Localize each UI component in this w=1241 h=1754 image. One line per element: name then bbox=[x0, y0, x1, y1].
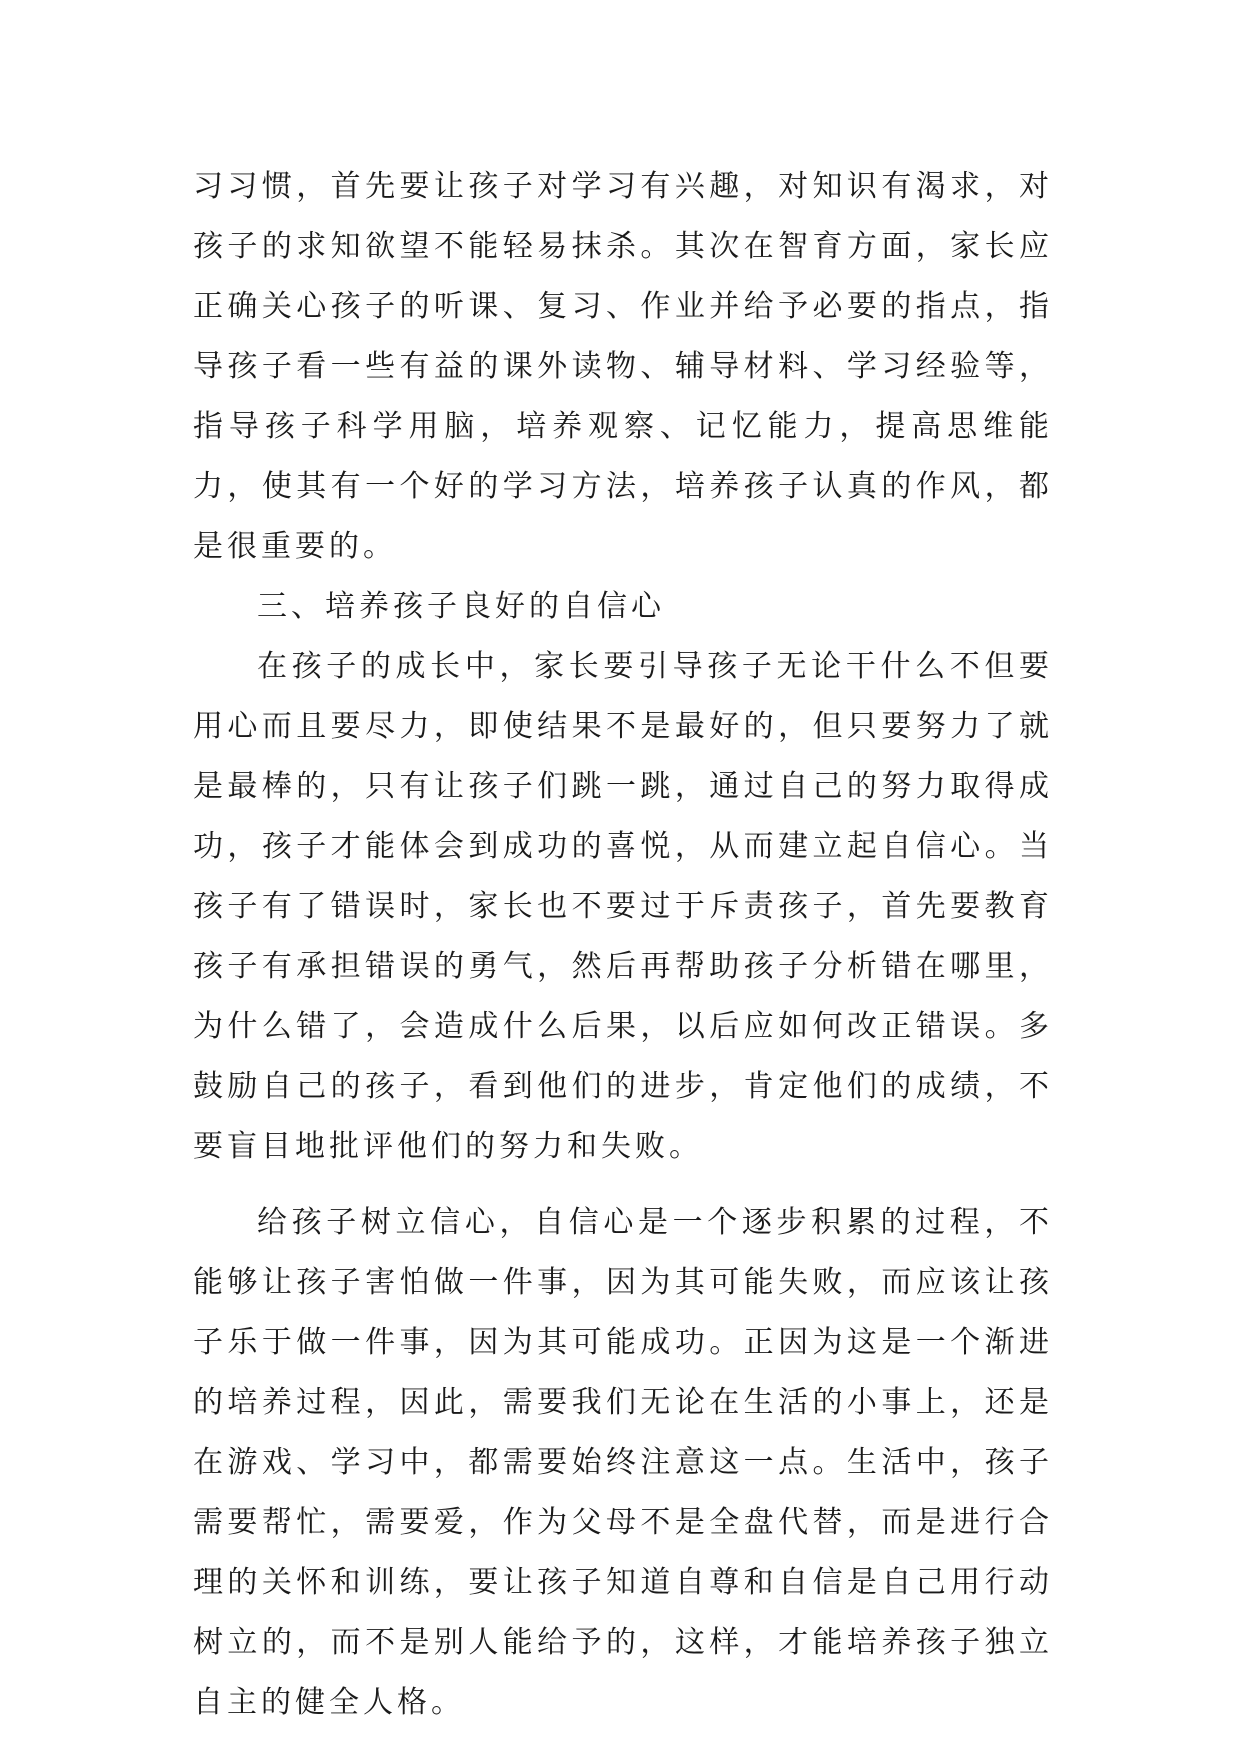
paragraph-building-confidence: 给孩子树立信心，自信心是一个逐步积累的过程，不能够让孩子害怕做一件事，因为其可能失败，而应该让孩子乐于做一件事，因为其可能成功。正因为这是一个渐进的培养过程，因此，需要我们无论在生活的小事上，还是在游戏、学习中，都需要始终注意这一点。生活中，孩子需要帮忙，需要爱，作为父母不是全盘代替，而是进行合理的关怀和训练，要让孩子知道自尊和自信是自己用行动树立的，而不是别人能给予的，这样，才能培养孩子独立自主的健全人格。 bbox=[193, 1205, 1053, 1720]
section-heading: 三、培养孩子良好的自信心 bbox=[257, 589, 665, 624]
paragraph-confidence-growth: 在孩子的成长中，家长要引导孩子无论干什么不但要用心而且要尽力，即使结果不是最好的，但只要努力了就是最棒的，只有让孩子们跳一跳，通过自己的努力取得成功，孩子才能体会到成功的喜悦，从而建立起自信心。当孩子有了错误时，家长也不要过于斥责孩子，首先要教育孩子有承担错误的勇气，然后再帮助孩子分析错在哪里，为什么错了，会造成什么后果，以后应如何改正错误。多鼓励自己的孩子，看到他们的进步，肯定他们的成绩，不要盲目地批评他们的努力和失败。 bbox=[193, 649, 1053, 1164]
document-body bbox=[193, 157, 1053, 1733]
paragraph-continuation: 习习惯，首先要让孩子对学习有兴趣，对知识有渴求，对孩子的求知欲望不能轻易抹杀。其次在智育方面，家长应正确关心孩子的听课、复习、作业并给予必要的指点，指导孩子看一些有益的课外读物、辅导材料、学习经验等，指导孩子科学用脑，培养观察、记忆能力，提高思维能力，使其有一个好的学习方法，培养孩子认真的作风，都是很重要的。 bbox=[193, 169, 1053, 564]
